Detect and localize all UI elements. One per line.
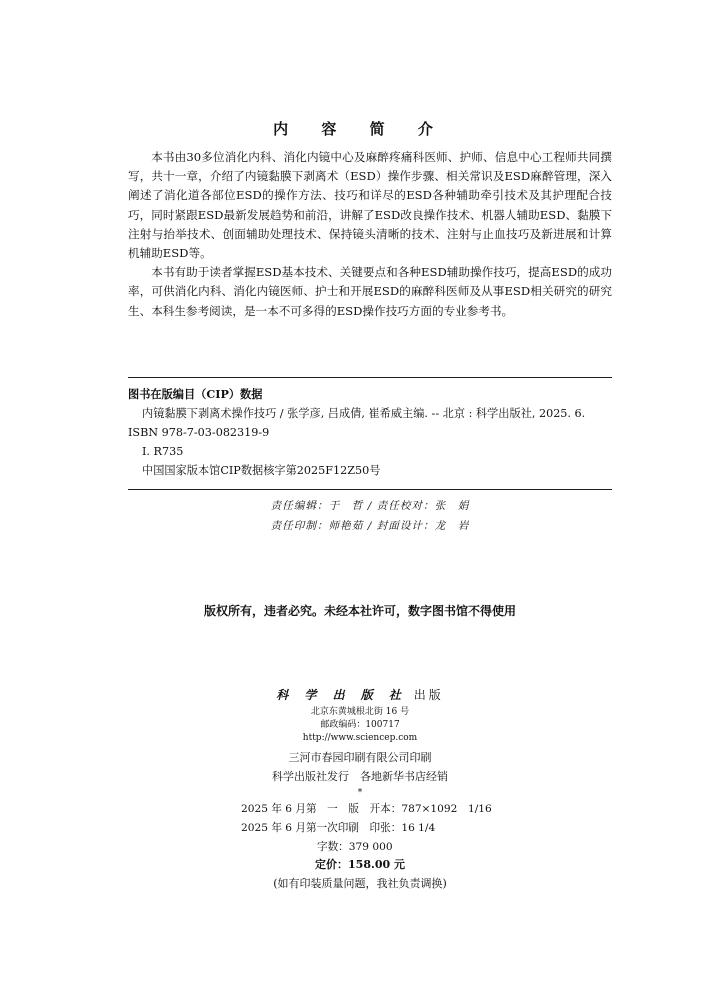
publisher-suffix: 出版 [413,688,444,702]
distribution-line: 科学出版社发行 各地新华书店经销 [272,770,448,783]
cip-block [128,385,612,480]
cip-top-divider [128,377,612,378]
book-description [128,148,612,321]
price-block [0,855,720,893]
cip-heading: 图书在版编目（CIP）数据 [128,387,263,401]
editor-credits-row-1: 责任编辑：于 哲 / 责任校对：张 娟 [270,500,470,512]
cip-bottom-divider [128,489,612,490]
word-count-line: 字数：379 000 [317,841,393,853]
editor-credits-row-2: 责任印制：师艳茹 / 封面设计：龙 岩 [270,520,470,532]
cip-isbn: ISBN 978-7-03-082319-9 [128,426,270,439]
editor-credits [128,496,612,536]
description-paragraph-1: 本书由30多位消化内科、消化内镜中心及麻醉疼痛科医师、护师、信息中心工程师共同撰写，共十一章，介绍了内镜黏膜下剥离术（ESD）操作步骤、相关常识及ESD麻醉管理，深入阐述了消化道各部位ESD的操作方法、技巧和详尽的ESD各种辅助牵引技术及其护理配合技巧，同时紧跟ESD最新发展趋势和前沿，讲解了ESD改良操作技术、机器人辅助ESD、黏膜下注射与抬举技术、创面辅助处理技术、保持镜头清晰的技术、注射与止血技巧及新进展和计算机辅助ESD等。 [128,150,612,261]
publisher-name: 科 学 出 版 社 [276,688,407,702]
publisher-name-line [0,686,720,703]
publisher-block [0,686,720,800]
print-specs [241,800,541,857]
printing-line: 2025 年 6 月第一次印刷 印张：16 1/4 [241,822,436,834]
cip-classification: Ⅰ. R735 [142,445,184,458]
quality-note: (如有印装质量问题，我社负责调换) [273,877,447,890]
publisher-postcode: 邮政编码：100717 [320,720,400,730]
copyright-notice: 版权所有，违者必究。未经本社许可，数字图书馆不得使用 [203,604,516,618]
cip-citation: 内镜黏膜下剥离术操作技巧 / 张学彦, 吕成倩, 崔希威主编. -- 北京 : 科学出版社, 2025. 6. [142,407,586,420]
separator-mark: * [357,788,363,798]
cip-number: 中国国家版本馆CIP数据核字第2025F12Z50号 [142,464,381,477]
page-title: 内 容 简 介 [273,120,447,138]
publisher-address: 北京东黄城根北街 16 号 [310,707,410,717]
publisher-url: http://www.sciencep.com [302,733,418,743]
description-paragraph-2: 本书有助于读者掌握ESD基本技术、关键要点和各种ESD辅助操作技巧，提高ESD的成功率，可供消化内科、消化内镜医师、护士和开展ESD的麻醉科医师及从事ESD相关研究的研究生、本科生参考阅读，是一本不可多得的ESD操作技巧方面的专业参考书。 [128,265,612,318]
edition-line: 2025 年 6 月第 一 版 开本：787×1092 1/16 [241,803,492,815]
price-line: 定价：158.00 元 [315,858,405,871]
printer-line: 三河市春园印刷有限公司印刷 [288,751,432,764]
